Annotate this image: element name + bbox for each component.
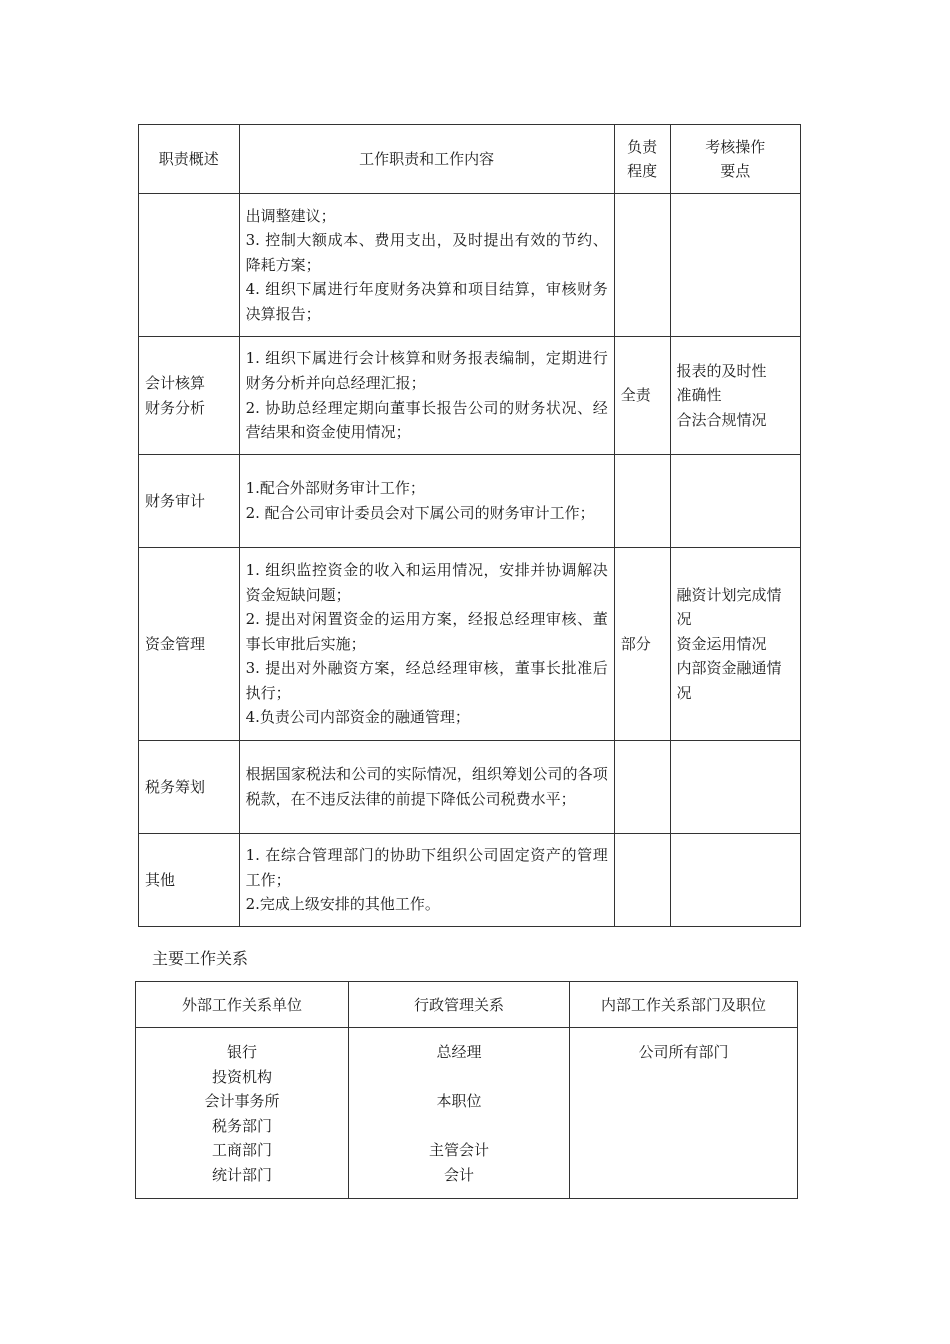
content-cell <box>239 337 614 455</box>
content-line: 2. 提出对闲置资金的运用方案，经报总经理审核、董事长审批后实施； <box>245 610 608 653</box>
header-degree-line1: 负责 <box>627 138 658 156</box>
point-line: 融资计划完成情况 <box>676 585 782 629</box>
header-degree-line2: 程度 <box>627 162 658 180</box>
point-line: 资金运用情况 <box>676 634 767 653</box>
content-cell <box>239 834 614 927</box>
section-title: 主要工作关系 <box>152 949 249 968</box>
content-cell <box>239 194 614 337</box>
point-line: 准确性 <box>676 386 722 405</box>
content-line: 1. 组织监控资金的收入和运用情况，安排并协调解决资金短缺问题； <box>245 560 608 604</box>
header-external: 外部工作关系单位 <box>136 982 349 1028</box>
content-line: 1. 在综合管理部门的协助下组织公司固定资产的管理工作； <box>245 846 608 889</box>
point-line: 报表的及时性 <box>676 361 767 380</box>
degree-cell: 全责 <box>614 337 670 455</box>
degree-cell <box>614 455 670 548</box>
table-row <box>139 741 801 834</box>
header-internal: 内部工作关系部门及职位 <box>570 982 798 1028</box>
duty-header-row <box>139 125 801 194</box>
content-line: 4. 组织下属进行年度财务决算和项目结算，审核财务决算报告； <box>245 280 608 323</box>
summary-cell <box>139 337 240 455</box>
content-line: 4.负责公司内部资金的融通管理； <box>245 708 470 727</box>
points-cell <box>670 455 800 548</box>
content-line: 2.完成上级安排的其他工作。 <box>245 895 440 914</box>
external-unit: 税务部门 <box>211 1116 272 1135</box>
content-line: 出调整建议； <box>245 206 336 225</box>
content-line: 3. 提出对外融资方案，经总经理审核，董事长批准后执行； <box>245 659 608 702</box>
points-cell <box>670 337 800 455</box>
summary-cell <box>139 194 240 337</box>
external-unit: 工商部门 <box>211 1141 272 1160</box>
table-row <box>139 834 801 927</box>
content-line: 2. 协助总经理定期向董事长报告公司的财务状况、经营结果和资金使用情况； <box>245 398 608 442</box>
external-unit: 投资机构 <box>211 1067 272 1086</box>
degree-cell <box>614 741 670 834</box>
relations-row <box>136 1028 798 1199</box>
table-row <box>139 337 801 455</box>
header-points-line2: 要点 <box>720 162 751 180</box>
external-unit: 会计事务所 <box>204 1092 280 1111</box>
administrative-role: 主管会计 <box>428 1141 489 1160</box>
content-cell <box>239 455 614 548</box>
summary-cell: 资金管理 <box>139 548 240 741</box>
summary-cell: 其他 <box>139 834 240 927</box>
content-line: 根据国家税法和公司的实际情况，组织筹划公司的各项税款，在不违反法律的前提下降低公司税费水平； <box>245 765 608 808</box>
points-cell <box>670 194 800 337</box>
relations-table <box>135 981 798 1199</box>
table-row <box>139 455 801 548</box>
content-line: 1.配合外部财务审计工作； <box>245 479 425 498</box>
header-summary: 职责概述 <box>139 125 240 194</box>
internal-department: 公司所有部门 <box>638 1043 729 1061</box>
degree-cell: 部分 <box>614 548 670 741</box>
summary-line: 会计核算 <box>145 373 206 392</box>
content-line: 2. 配合公司审计委员会对下属公司的财务审计工作； <box>245 504 595 522</box>
internal-cell <box>570 1028 798 1199</box>
spacer <box>355 1065 563 1090</box>
relations-header-row <box>136 982 798 1028</box>
points-cell <box>670 548 800 741</box>
points-cell <box>670 834 800 927</box>
spacer <box>355 1114 563 1139</box>
content-line: 3. 控制大额成本、费用支出，及时提出有效的节约、降耗方案； <box>245 231 608 274</box>
external-units-cell <box>136 1028 349 1199</box>
header-administrative: 行政管理关系 <box>349 982 570 1028</box>
table-row <box>139 194 801 337</box>
content-cell <box>239 741 614 834</box>
administrative-role: 本职位 <box>436 1092 482 1111</box>
administrative-cell <box>349 1028 570 1199</box>
summary-cell: 税务筹划 <box>139 741 240 834</box>
content-line: 1. 组织下属进行会计核算和财务报表编制，定期进行财务分析并向总经理汇报； <box>245 349 608 392</box>
duty-table <box>138 124 801 927</box>
point-line: 内部资金融通情况 <box>676 659 782 702</box>
degree-cell <box>614 194 670 337</box>
points-cell <box>670 741 800 834</box>
administrative-role: 总经理 <box>436 1043 482 1061</box>
external-unit: 统计部门 <box>211 1165 272 1184</box>
header-points-line1: 考核操作 <box>705 138 766 156</box>
header-content: 工作职责和工作内容 <box>239 125 614 194</box>
summary-line: 财务分析 <box>145 398 206 417</box>
table-row <box>139 548 801 741</box>
degree-cell <box>614 834 670 927</box>
header-points <box>670 125 800 194</box>
point-line: 合法合规情况 <box>676 410 767 429</box>
content-cell <box>239 548 614 741</box>
administrative-role: 会计 <box>443 1165 474 1184</box>
summary-cell: 财务审计 <box>139 455 240 548</box>
header-degree <box>614 125 670 194</box>
external-unit: 银行 <box>226 1043 257 1061</box>
